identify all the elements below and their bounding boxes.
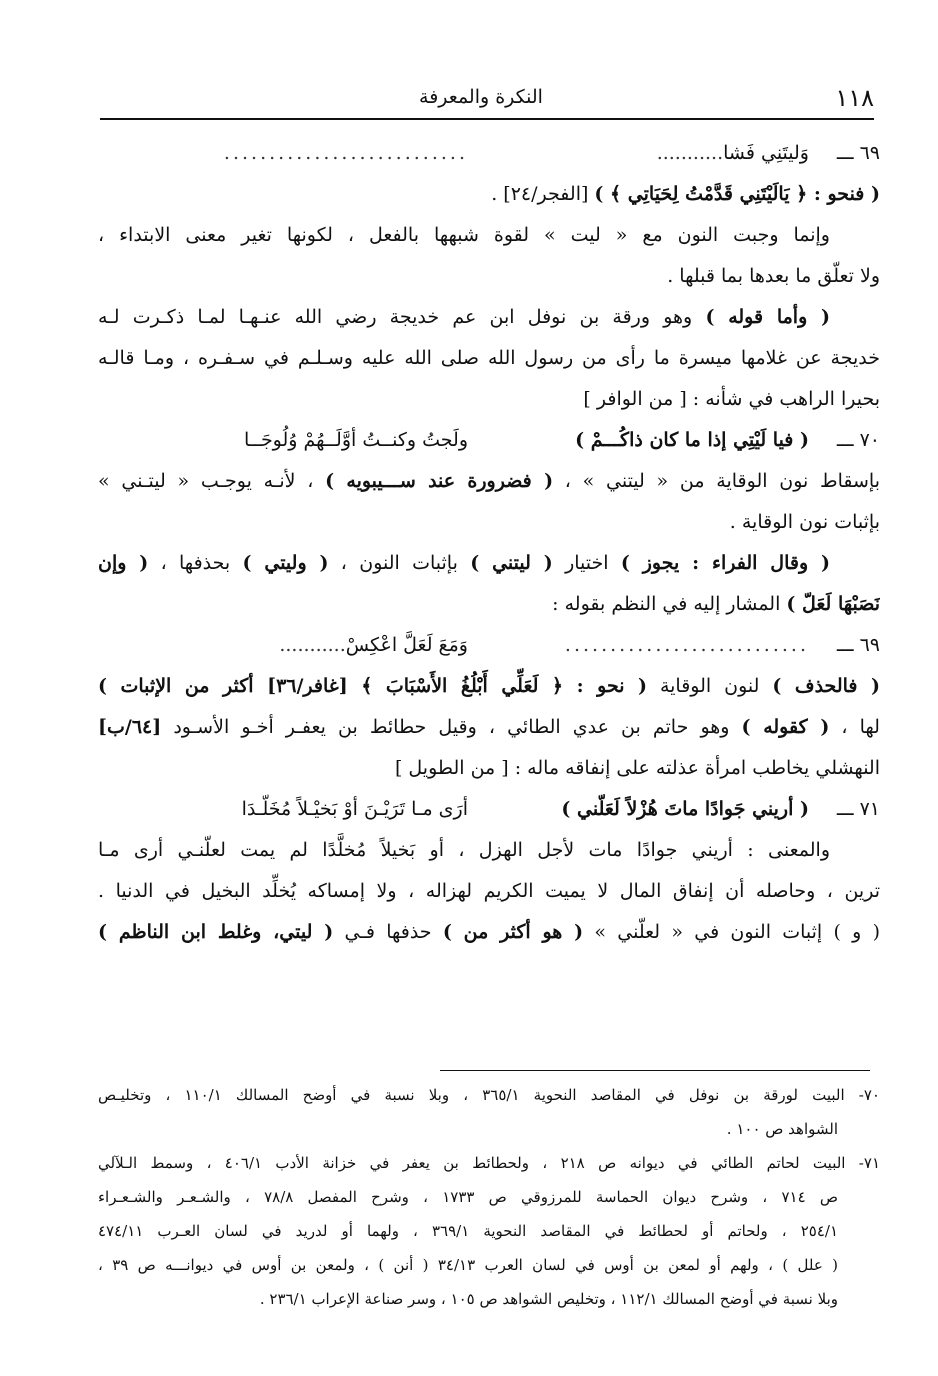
text-line: ترين ، وحاصله أن إنفاق المال لا يميت الكريم لهزاله ، ولا إمساكه يُخلِّد البخيل في الدنيا .: [98, 880, 880, 902]
footnote-71-cont: ( علل ) ، ولهم أو لمعن بن أوس في لسان العرب ٣٤/١٣ ( أنن ) ، ولمعن بن أوس في ديوانـــه ص ٣٩ ،: [98, 1256, 838, 1274]
text-line: ( وقال الفراء : يجوز ) اختيار ( ليتني ) بإثبات النون ، ( وليتي ) بحذفها ، ( وإن: [98, 552, 831, 574]
verse-dots: ...........................: [223, 142, 468, 164]
verse-hemistich: ( فيا لَيْتِي إذا ما كان ذاكُـــمْ ): [575, 429, 809, 451]
footnote-71-cont: ص ٧١٤ ، وشرح ديوان الحماسة للمرزوقي ص ١٧٣٣ ، وشرح المفصل ٧٨/٨ ، والشـعـر والشـعـراء: [98, 1188, 839, 1206]
text-line: بإثبات نون الوقاية .: [729, 511, 880, 533]
verse-69-second: [98, 625, 880, 666]
verse-hemistich: وَمَعَ لَعَلَّ اعْكِسْ...........: [279, 634, 468, 656]
verse-hemistich: أرَى مـا تَرَيْـنَ أوْ بَخيْـلاً مُخَلّـدَا: [241, 798, 468, 820]
text-line: النهشلي يخاطب امرأة عذلته على إنفاقه ماله : [ من الطويل ]: [394, 757, 880, 779]
footnote-divider: [440, 1070, 870, 1071]
verse-hemistich: ( أريني جَوادًا ماتَ هُزْلاً لَعَلّني ): [561, 798, 809, 820]
footnote-71-cont: ٢٥٤/١ ، ولحاتم أو لحطائط في المقاصد النحوية ٣٦٩/١ ، ولهما أو لدريد في لسان العـرب ٤٧٤/١١: [98, 1222, 838, 1240]
footnote-71: ٧١- البيت لحاتم الطائي في ديوانه ص ٢١٨ ، ولحطائط بن يعفر في خزانة الأدب ٤٠٦/١ ، وسمط الـلآلي: [98, 1154, 880, 1172]
footnote-71-cont: وبلا نسبة في أوضح المسالك ١١٢/١ ، وتخليص الشواهد ص ١٠٥ ، وسر صناعة الإعراب ٢٣٦/١ .: [259, 1290, 838, 1308]
verse-number: ٦٩ ـــ: [836, 634, 880, 656]
header-divider: [100, 118, 874, 120]
text-line: نَصَبْهَا لَعَلّ ) المشار إليه في النظم بقوله :: [552, 593, 880, 615]
text-line: ولا تعلّق ما بعدها بما قبلها .: [667, 265, 880, 287]
text-line: وإنما وجبت النون مع « ليت » لقوة شبهها بالفعل ، لكونها تغير معنى الابتداء ،: [98, 224, 830, 246]
text-line: ( فالحذف ) لنون الوقاية ( نحو : ﴿ لَعَلِّي أَبْلُغُ الأَسْبَابَ ﴾ [غافر/٣٦] أكثر من الإثبات ): [98, 675, 880, 697]
running-title: النكرة والمعرفة: [419, 86, 543, 108]
verse-number: ٧٠ ـــ: [836, 429, 880, 451]
text-line: لها ، ( كقوله ) وهو حاتم بن عدي الطائي ، وقيل حطائط بن يعفـر أخـو الأسـود [٦٤/ب]: [98, 716, 880, 738]
footnote-70: ٧٠- البيت لورقة بن نوفل في المقاصد النحوية ٣٦٥/١ ، وبلا نسبة في أوضح المسالك ١١٠/١ ، وتخليـص: [98, 1086, 880, 1104]
page-number: ١١٨: [835, 84, 874, 112]
text-line: خديجة عن غلامها ميسرة ما رأى من رسول الله صلى الله عليه وسـلـم في سـفـره ، ومـا قالـه: [98, 347, 880, 369]
verse-70: [98, 420, 880, 461]
text-line: ( و ) إثبات النون في « لعلّني » ( هو أكثر من ) حذفها فـي ( ليتي، وغلط ابن الناظم ): [98, 921, 880, 943]
text-line: ( وأما قوله ) وهو ورقة بن نوفل ابن عم خديجة رضي الله عنـهـا لمـا ذكـرت لـه: [98, 306, 831, 328]
verse-69-first: [98, 133, 880, 174]
verse-dots: ...........................: [564, 634, 809, 656]
text-line: بحيرا الراهب في شأنه : [ من الوافر ]: [583, 388, 880, 410]
text-line: بإسقاط نون الوقاية من « ليتني » ، ( فضرورة عند ســـيبويه ) ، لأنـه يوجـب « ليتـني »: [98, 470, 880, 492]
main-text: [98, 133, 880, 953]
text-line: والمعنى : أريني جوادًا مات لأجل الهزل ، أو بَخيلاً مُخلَّدًا لم يمت لعلّنـي أرى مـا: [98, 839, 830, 861]
verse-number: ٧١ ـــ: [836, 798, 880, 820]
footnotes: [98, 1078, 880, 1316]
verse-71: [98, 789, 880, 830]
footnote-70-cont: الشواهد ص ١٠٠ .: [726, 1120, 838, 1138]
verse-hemistich: وَليتَنِي فَشا...........: [656, 142, 809, 164]
verse-hemistich: ولَجتُ وكنــتُ أوَّلَــهُمْ وُلُوجَــا: [244, 429, 468, 451]
verse-number: ٦٩ ـــ: [836, 142, 880, 164]
page-header: [88, 84, 874, 116]
text-line: ( فنحو : ﴿ يَالَيْتَنِي قَدَّمْتُ لِحَيَاتِي ﴾ ) [الفجر/٢٤] .: [491, 183, 880, 205]
